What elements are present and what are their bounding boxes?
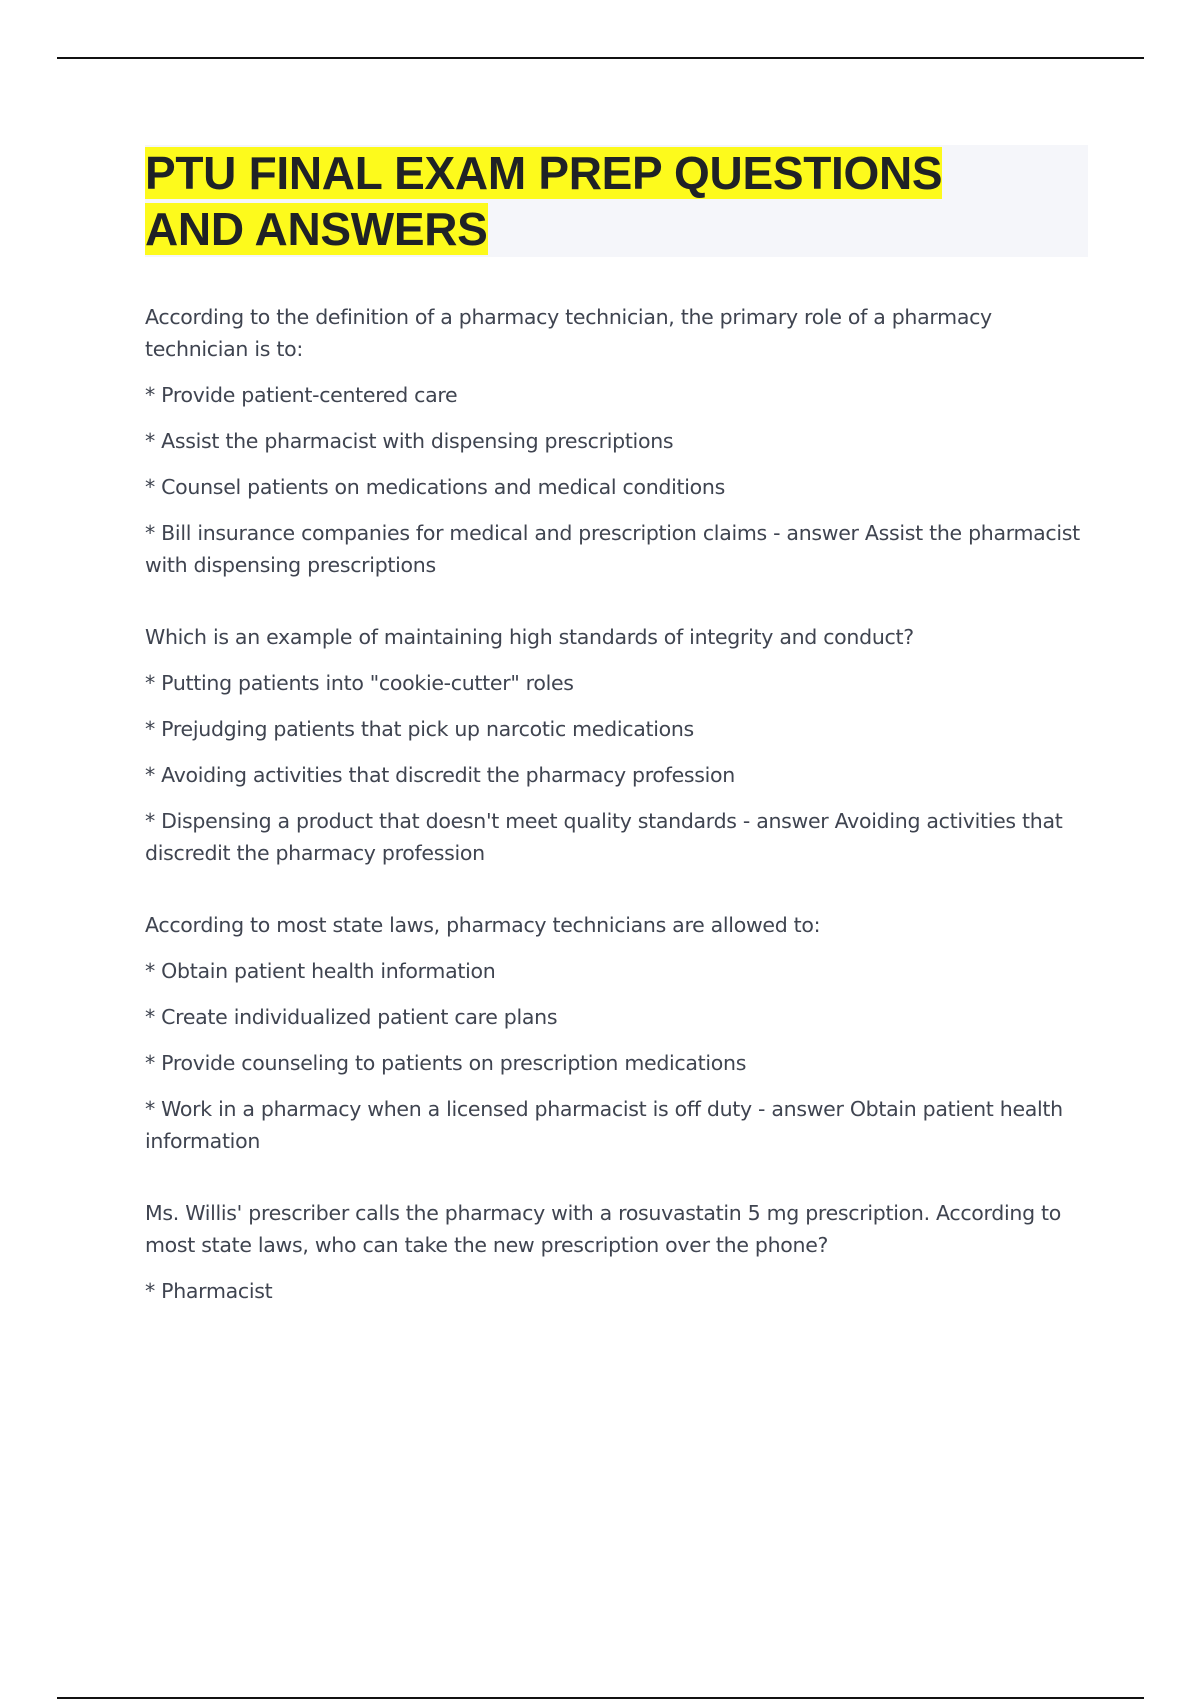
question-4 [145, 1197, 1090, 1307]
answer-option: * Work in a pharmacy when a licensed pharmacist is off duty - answer Obtain patient health information [145, 1097, 1063, 1153]
title-line-1: PTU FINAL EXAM PREP QUESTIONS [145, 147, 943, 199]
question-text: According to most state laws, pharmacy technicians are allowed to: [145, 913, 821, 937]
answer-option: * Pharmacist [145, 1279, 273, 1303]
top-rule [57, 57, 1144, 59]
answer-option: * Avoiding activities that discredit the pharmacy profession [145, 763, 735, 787]
answer-option: * Provide counseling to patients on prescription medications [145, 1051, 747, 1075]
question-3 [145, 909, 1090, 1157]
answer-option: * Assist the pharmacist with dispensing prescriptions [145, 429, 674, 453]
page-title [145, 145, 1088, 257]
answer-option: * Provide patient-centered care [145, 383, 458, 407]
answer-option: * Prejudging patients that pick up narcotic medications [145, 717, 694, 741]
document-body [145, 301, 1090, 1321]
question-text: According to the definition of a pharmacy technician, the primary role of a pharmacy technician is to: [145, 305, 992, 361]
answer-option: * Counsel patients on medications and medical conditions [145, 475, 725, 499]
bottom-rule [57, 1697, 1144, 1699]
answer-option: * Obtain patient health information [145, 959, 496, 983]
question-text: Which is an example of maintaining high standards of integrity and conduct? [145, 625, 914, 649]
answer-option: * Bill insurance companies for medical and prescription claims - answer Assist the pharmacist with dispensing prescriptions [145, 521, 1080, 577]
question-2 [145, 621, 1090, 869]
answer-option: * Putting patients into "cookie-cutter" roles [145, 671, 574, 695]
title-line-2: AND ANSWERS [145, 203, 488, 255]
answer-option: * Dispensing a product that doesn't meet quality standards - answer Avoiding activities that discredit the pharmacy profession [145, 809, 1063, 865]
answer-option: * Create individualized patient care plans [145, 1005, 558, 1029]
question-text: Ms. Willis' prescriber calls the pharmacy with a rosuvastatin 5 mg prescription. According to most state laws, who can take the new prescription over the phone? [145, 1201, 1062, 1257]
question-1 [145, 301, 1090, 581]
